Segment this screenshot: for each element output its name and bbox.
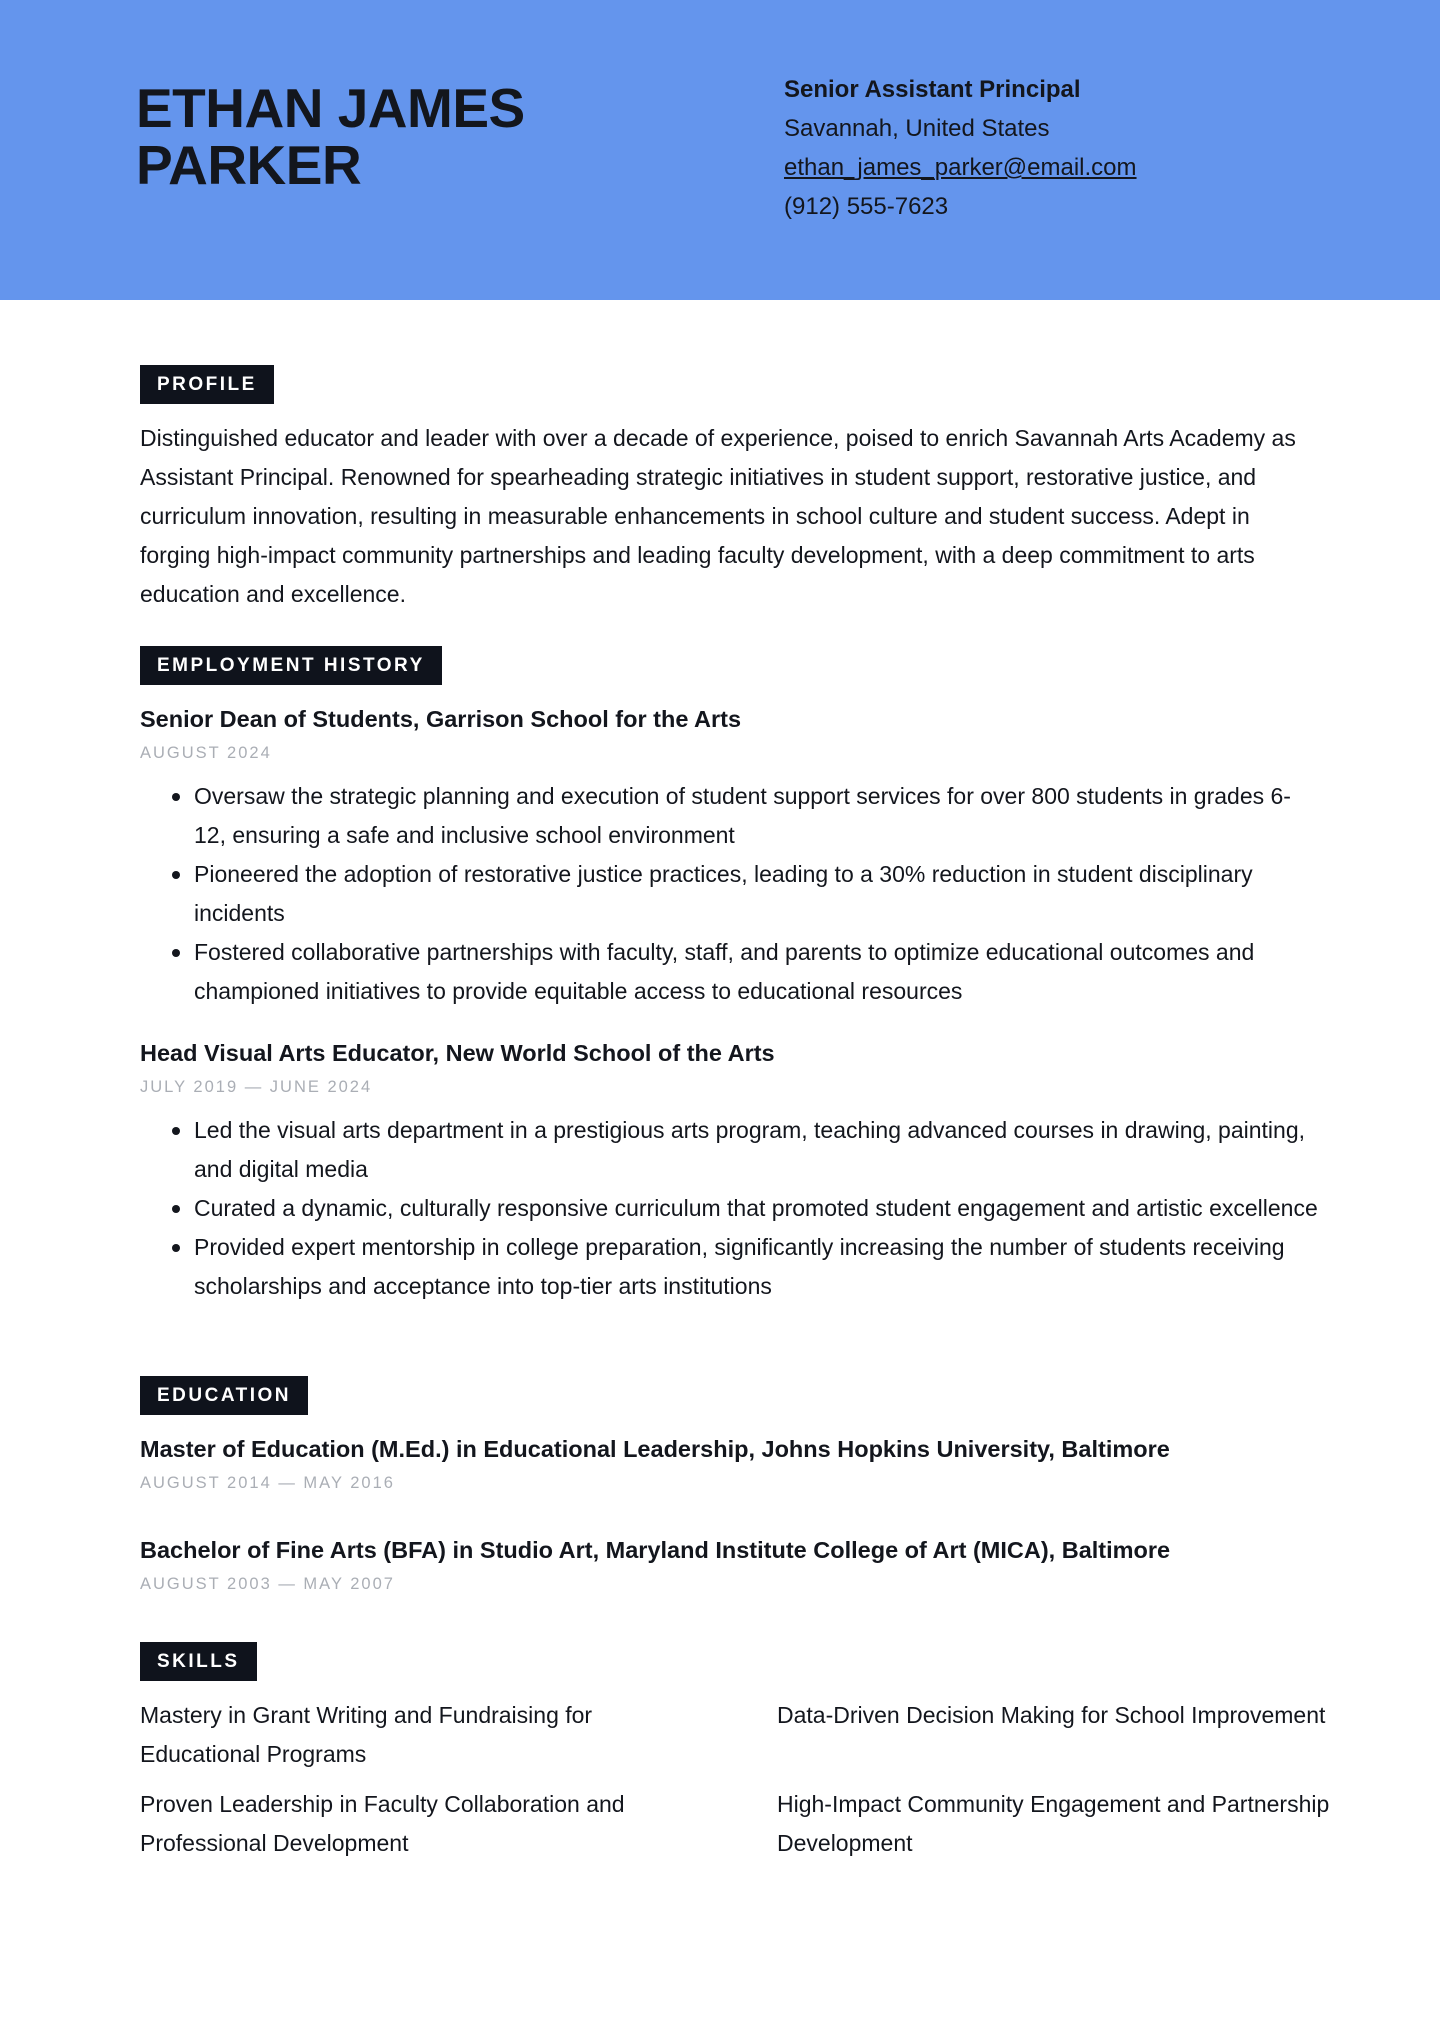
degree-date: AUGUST 2003 — MAY 2007 <box>140 1575 395 1593</box>
target-job-title: Senior Assistant Principal <box>784 76 1081 103</box>
job-title: Head Visual Arts Educator, New World School of the Arts <box>140 1040 775 1066</box>
candidate-name <box>136 77 696 196</box>
name-line-1: ETHAN JAMES <box>136 77 525 139</box>
job-bullets <box>140 777 1320 1011</box>
job-title: Senior Dean of Students, Garrison School for the Arts <box>140 706 742 732</box>
degree-title: Master of Education (M.Ed.) in Educational Leadership, Johns Hopkins University, Baltimore <box>140 1436 1170 1462</box>
list-item: Curated a dynamic, culturally responsive curriculum that promoted student engagement and artistic excellence <box>140 1189 1320 1228</box>
skills-heading: SKILLS <box>140 1642 257 1681</box>
employment-heading: EMPLOYMENT HISTORY <box>140 646 442 685</box>
list-item: Provided expert mentorship in college preparation, significantly increasing the number of students receiving scholarships and acceptance into top-tier arts institutions <box>140 1228 1320 1306</box>
location: Savannah, United States <box>784 115 1050 142</box>
list-item: Oversaw the strategic planning and execution of student support services for over 800 students in grades 6-12, ensuring a safe and inclusive school environment <box>140 777 1320 855</box>
contact-block <box>784 70 1137 226</box>
email-link[interactable]: ethan_james_parker@email.com <box>784 154 1137 181</box>
skill-item: Data-Driven Decision Making for School Improvement <box>777 1702 1326 1728</box>
profile-text: Distinguished educator and leader with over a decade of experience, poised to enrich Savannah Arts Academy as Assistant Principal. Renowned for spearheading strategic initiatives in student support, restorative justice, and curriculum innovation, resulting in measurable enhancements in school culture and student success. Adept in forging high-impact community partnerships and leading faculty development, with a deep commitment to arts education and excellence. <box>140 425 1296 607</box>
skill-item: High-Impact Community Engagement and Partnership Development <box>777 1791 1330 1856</box>
degree-title: Bachelor of Fine Arts (BFA) in Studio Art, Maryland Institute College of Art (MICA), Baltimore <box>140 1537 1171 1563</box>
profile-heading: PROFILE <box>140 365 274 404</box>
header-banner <box>0 0 1440 300</box>
job-bullets <box>140 1111 1320 1306</box>
list-item: Pioneered the adoption of restorative justice practices, leading to a 30% reduction in student disciplinary incidents <box>140 855 1320 933</box>
list-item: Led the visual arts department in a prestigious arts program, teaching advanced courses in drawing, painting, and digital media <box>140 1111 1320 1189</box>
name-line-2: PARKER <box>136 134 362 196</box>
skill-item: Proven Leadership in Faculty Collaboration and Professional Development <box>140 1791 625 1856</box>
phone-number: (912) 555-7623 <box>784 193 949 220</box>
education-heading: EDUCATION <box>140 1376 308 1415</box>
degree-date: AUGUST 2014 — MAY 2016 <box>140 1474 395 1492</box>
skill-item: Mastery in Grant Writing and Fundraising for Educational Programs <box>140 1702 593 1767</box>
list-item: Fostered collaborative partnerships with faculty, staff, and parents to optimize educational outcomes and championed initiatives to provide equitable access to educational resources <box>140 933 1320 1011</box>
job-date: JULY 2019 — JUNE 2024 <box>140 1078 373 1096</box>
job-date: AUGUST 2024 <box>140 744 272 762</box>
